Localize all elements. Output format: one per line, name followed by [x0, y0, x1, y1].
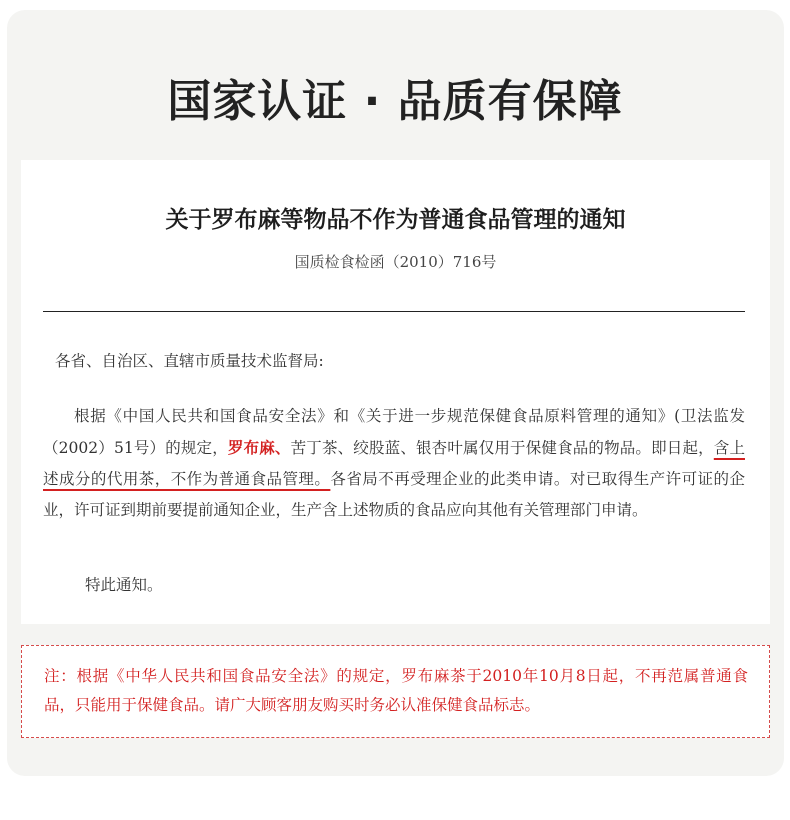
- notice-document: [21, 160, 770, 624]
- underlined-clause: 含上述成分的代用茶，不作为普通食品管理。: [43, 439, 745, 488]
- body-text-part2: 苦丁茶、绞股蓝、银杏叶属仅用于保健食品的物品。即日起，: [290, 439, 714, 457]
- document-body: [43, 401, 745, 526]
- body-text-part1: 根据《中国人民共和国食品安全法》和《关于进一步规范保健食品原料管理的通知》(卫法监发（2002）51号）的规定，: [43, 407, 745, 457]
- document-salutation: 各省、自治区、直辖市质量技术监督局:: [55, 352, 324, 370]
- note-text: 注：根据《中华人民共和国食品安全法》的规定，罗布麻茶于2010年10月8日起，不再范属普通食品，只能用于保健食品。请广大顾客朋友购买时务必认准保健食品标志。: [44, 667, 748, 714]
- highlight-luobuma: 罗布麻、: [227, 438, 291, 457]
- document-title: 关于罗布麻等物品不作为普通食品管理的通知: [165, 206, 626, 233]
- note-box: [21, 645, 770, 738]
- page-headline: 国家认证 · 品质有保障: [167, 76, 623, 127]
- title-divider: [43, 311, 745, 312]
- body-text-part3: 各省局不再受理企业的此类申请。对已取得生产许可证的企业，许可证到期前要提前通知企业，生产含上述物质的食品应向其他有关管理部门申请。: [43, 470, 745, 519]
- document-closing: 特此通知。: [85, 576, 163, 594]
- document-number: 国质检食检函（2010）716号: [294, 253, 497, 271]
